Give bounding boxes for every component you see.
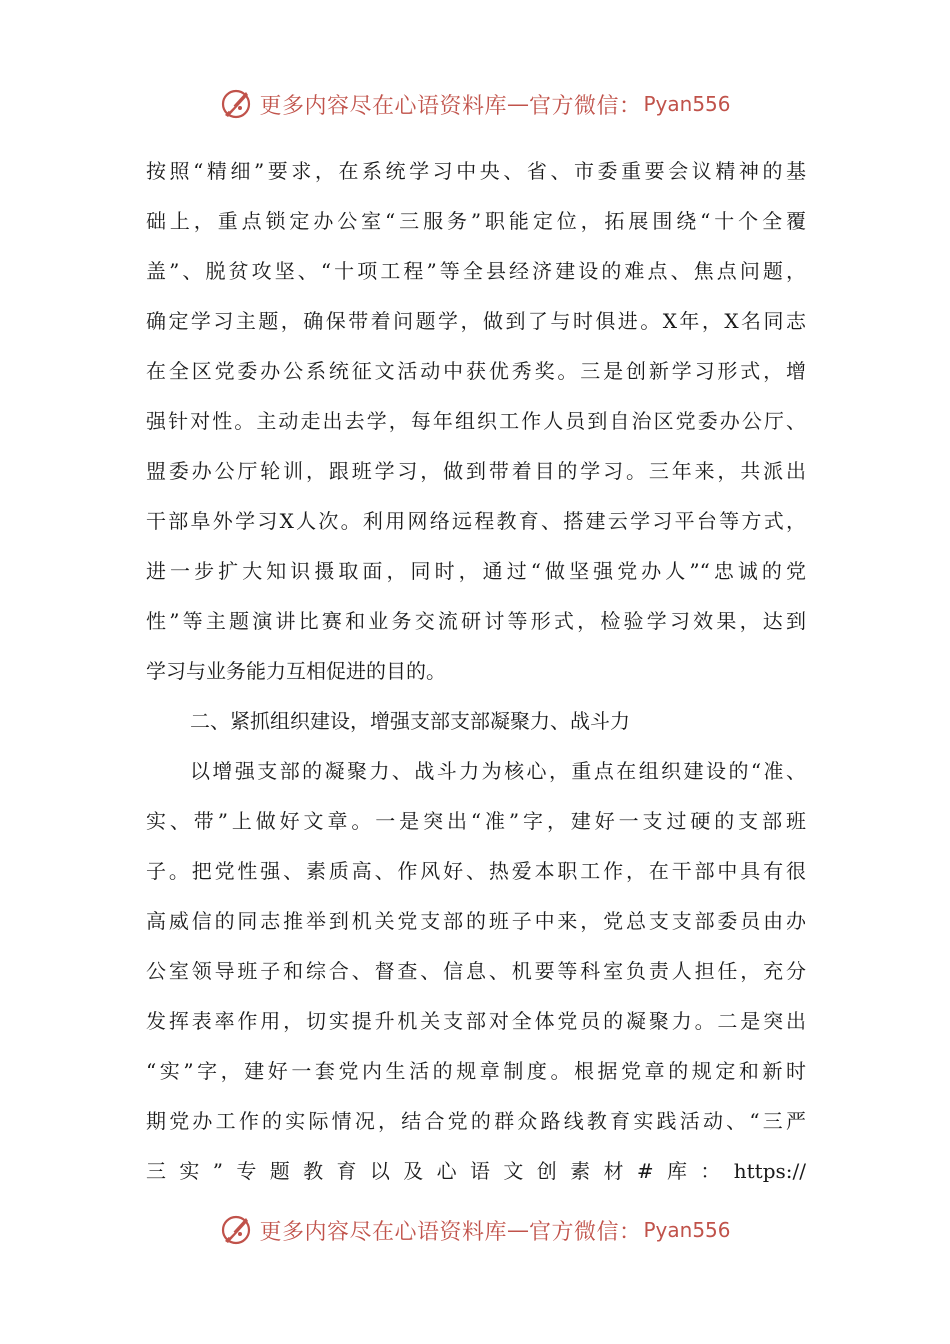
banner-title: 更多内容尽在心语资料库 [259,93,507,119]
body-line: 础上，重点锁定办公室“三服务”职能定位，拓展围绕“十个全覆 [146,209,806,233]
body-line: 盟委办公厅轮训，跟班学习，做到带着目的学习。三年来，共派出 [146,459,806,483]
banner-separator: — [506,91,529,117]
banner-title: 更多内容尽在心语资料库 [259,1219,507,1245]
banner-handle: Pyan556 [643,92,731,116]
banner-separator: — [506,1217,529,1243]
body-line: 学习与业务能力互相促进的目的。 [146,659,446,683]
document-body [146,146,806,1196]
banner-label: 官方微信： [528,93,642,119]
body-line: 盖”、脱贫攻坚、“十项工程”等全县经济建设的难点、焦点问题， [146,259,806,283]
banner-label: 官方微信： [528,1219,642,1245]
footer-banner [0,1208,950,1252]
body-line: 性”等主题演讲比赛和业务交流研讨等形式，检验学习效果，达到 [146,609,806,633]
body-line: 按照“精细”要求，在系统学习中央、省、市委重要会议精神的基 [146,159,806,183]
body-line: 三实”专题教育以及心语文创素材#库：https:// [146,1159,806,1183]
body-line: 实、带”上做好文章。一是突出“准”字，建好一支过硬的支部班 [146,809,806,833]
header-banner [0,82,950,126]
body-line: 以增强支部的凝聚力、战斗力为核心，重点在组织建设的“准、 [190,759,806,783]
section-heading: 二、紧抓组织建设，增强支部支部凝聚力、战斗力 [190,709,630,733]
body-line: 期党办工作的实际情况，结合党的群众路线教育实践活动、“三严 [146,1109,806,1133]
body-line: 确定学习主题，确保带着问题学，做到了与时俱进。X年，X名同志 [146,309,806,333]
body-line: 子。把党性强、素质高、作风好、热爱本职工作，在干部中具有很 [146,859,806,883]
body-line: 干部阜外学习X人次。利用网络远程教育、搭建云学习平台等方式， [146,509,806,533]
quill-seal-icon [219,87,253,121]
body-line: 发挥表率作用，切实提升机关支部对全体党员的凝聚力。二是突出 [146,1009,806,1033]
quill-seal-icon [219,1213,253,1247]
body-line: 在全区党委办公系统征文活动中获优秀奖。三是创新学习形式，增 [146,359,806,383]
body-line: 高威信的同志推举到机关党支部的班子中来，党总支支部委员由办 [146,909,806,933]
banner-handle: Pyan556 [643,1218,731,1242]
body-line: 强针对性。主动走出去学，每年组织工作人员到自治区党委办公厅、 [146,409,806,433]
body-line: “实”字，建好一套党内生活的规章制度。根据党章的规定和新时 [146,1059,806,1083]
body-line: 公室领导班子和综合、督查、信息、机要等科室负责人担任，充分 [146,959,806,983]
body-line: 进一步扩大知识摄取面，同时，通过“做坚强党办人”“忠诚的党 [146,559,806,583]
